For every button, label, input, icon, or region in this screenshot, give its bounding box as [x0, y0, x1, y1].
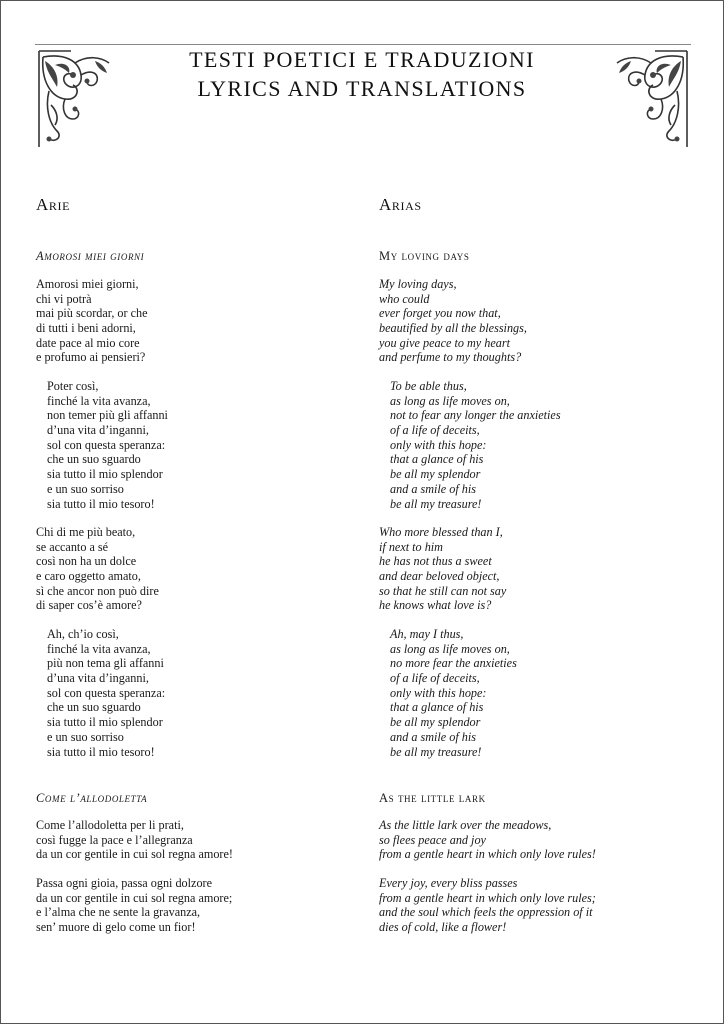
verse-line: sol con questa speranza: [47, 437, 166, 452]
stanza [36, 525, 159, 613]
verse-line: he knows what love is? [379, 598, 492, 613]
verse-line: that a glance of his [390, 452, 484, 467]
verse-line: d’una vita d’inganni, [47, 671, 149, 686]
verse-line: be all my splendor [390, 467, 481, 482]
verse-line: mai più scordar, or che [36, 306, 148, 321]
stanza [379, 627, 517, 759]
verse-line: finché la vita avanza, [47, 393, 151, 408]
stanza [36, 277, 148, 365]
verse-line: be all my treasure! [390, 744, 482, 759]
stanza [36, 627, 165, 759]
verse-line: and perfume to my thoughts? [379, 350, 522, 365]
verse-line: di saper cos’è amore? [36, 598, 142, 613]
stanza [36, 379, 168, 511]
verse-line: as long as life moves on, [390, 641, 510, 656]
aria-title: Come l’allodoletta [36, 791, 148, 805]
verse-line: of a life of deceits, [390, 423, 480, 438]
section-heading-english: Arias [379, 195, 422, 214]
verse-line: dies of cold, like a flower! [379, 920, 507, 935]
verse-line: as long as life moves on, [390, 393, 510, 408]
verse-line: se accanto a sé [36, 539, 109, 554]
verse-line: and a smile of his [390, 729, 476, 744]
verse-line: and the soul which feels the oppression of it [379, 905, 593, 920]
verse-line: Every joy, every bliss passes [379, 876, 518, 890]
verse-line: from a gentle heart in which only love rules; [379, 890, 596, 905]
aria-title: My loving days [379, 249, 470, 263]
verse-line: and dear beloved object, [379, 569, 500, 584]
verse-line: no more fear the anxieties [390, 656, 517, 671]
verse-line: d’una vita d’inganni, [47, 423, 149, 438]
verse-line: non temer più gli affanni [47, 408, 168, 423]
verse-line: e un suo sorriso [47, 729, 124, 744]
verse-line: Who more blessed than I, [379, 525, 503, 539]
verse-line: My loving days, [379, 277, 457, 291]
page-title-italian: TESTI POETICI E TRADUZIONI [189, 47, 535, 72]
verse-line: che un suo sguardo [47, 452, 141, 467]
verse-line: così non ha un dolce [36, 554, 137, 569]
verse-line: date pace al mio core [36, 335, 140, 350]
page-title-english: LYRICS AND TRANSLATIONS [197, 76, 527, 101]
verse-line: sia tutto il mio splendor [47, 467, 163, 482]
verse-line: e un suo sorriso [47, 481, 124, 496]
stanza [379, 379, 561, 511]
verse-line: be all my splendor [390, 715, 481, 730]
verse-line: sol con questa speranza: [47, 685, 166, 700]
verse-line: da un cor gentile in cui sol regna amore; [36, 890, 233, 905]
aria-title: As the little lark [379, 791, 486, 805]
verse-line: beautified by all the blessings, [379, 321, 527, 336]
verse-line: who could [379, 291, 430, 306]
verse-line: you give peace to my heart [379, 335, 510, 350]
stanza [379, 876, 596, 935]
verse-line: di tutti i beni adorni, [36, 321, 136, 336]
verse-line: from a gentle heart in which only love rules! [379, 847, 596, 862]
verse-line: Come l’allodoletta per li prati, [36, 818, 184, 832]
verse-line: ever forget you now that, [379, 306, 501, 321]
stanza [379, 525, 506, 613]
verse-line: so flees peace and joy [379, 832, 486, 847]
stanza [36, 818, 233, 862]
verse-line: he has not thus a sweet [379, 554, 492, 569]
verse-line: only with this hope: [390, 685, 487, 700]
verse-line: sen’ muore di gelo come un fior! [36, 920, 196, 935]
verse-line: As the little lark over the meadows, [379, 818, 552, 832]
verse-line: più non tema gli affanni [47, 656, 164, 671]
verse-line: e l’alma che ne sente la gravanza, [36, 905, 201, 920]
stanza [379, 277, 527, 365]
verse-line: be all my treasure! [390, 496, 482, 511]
verse-line: of a life of deceits, [390, 671, 480, 686]
verse-line: To be able thus, [390, 379, 467, 393]
verse-line: Amorosi miei giorni, [36, 277, 139, 291]
verse-line: sì che ancor non può dire [36, 583, 159, 598]
verse-line: finché la vita avanza, [47, 641, 151, 656]
verse-line: sia tutto il mio splendor [47, 715, 163, 730]
verse-line: so that he still can not say [379, 583, 507, 598]
verse-line: only with this hope: [390, 437, 487, 452]
verse-line: e profumo ai pensieri? [36, 350, 146, 365]
verse-line: così fugge la pace e l’allegranza [36, 832, 193, 847]
verse-line: Passa ogni gioia, passa ogni dolzore [36, 876, 213, 890]
stanza [36, 876, 232, 935]
verse-line: Chi di me più beato, [36, 525, 136, 539]
verse-line: and a smile of his [390, 481, 476, 496]
aria-title: Amorosi miei giorni [36, 249, 145, 263]
stanza [379, 818, 596, 862]
verse-line: that a glance of his [390, 700, 484, 715]
verse-line: Poter così, [47, 379, 99, 393]
verse-line: Ah, ch’io così, [47, 627, 119, 641]
verse-line: if next to him [379, 539, 443, 554]
verse-line: sia tutto il mio tesoro! [47, 496, 155, 511]
verse-line: sia tutto il mio tesoro! [47, 744, 155, 759]
verse-line: e caro oggetto amato, [36, 569, 141, 584]
verse-line: da un cor gentile in cui sol regna amore! [36, 847, 233, 862]
verse-line: che un suo sguardo [47, 700, 141, 715]
section-heading-italian: Arie [36, 195, 71, 214]
verse-line: Ah, may I thus, [390, 627, 464, 641]
verse-line: not to fear any longer the anxieties [390, 408, 561, 423]
verse-line: chi vi potrà [36, 291, 92, 306]
